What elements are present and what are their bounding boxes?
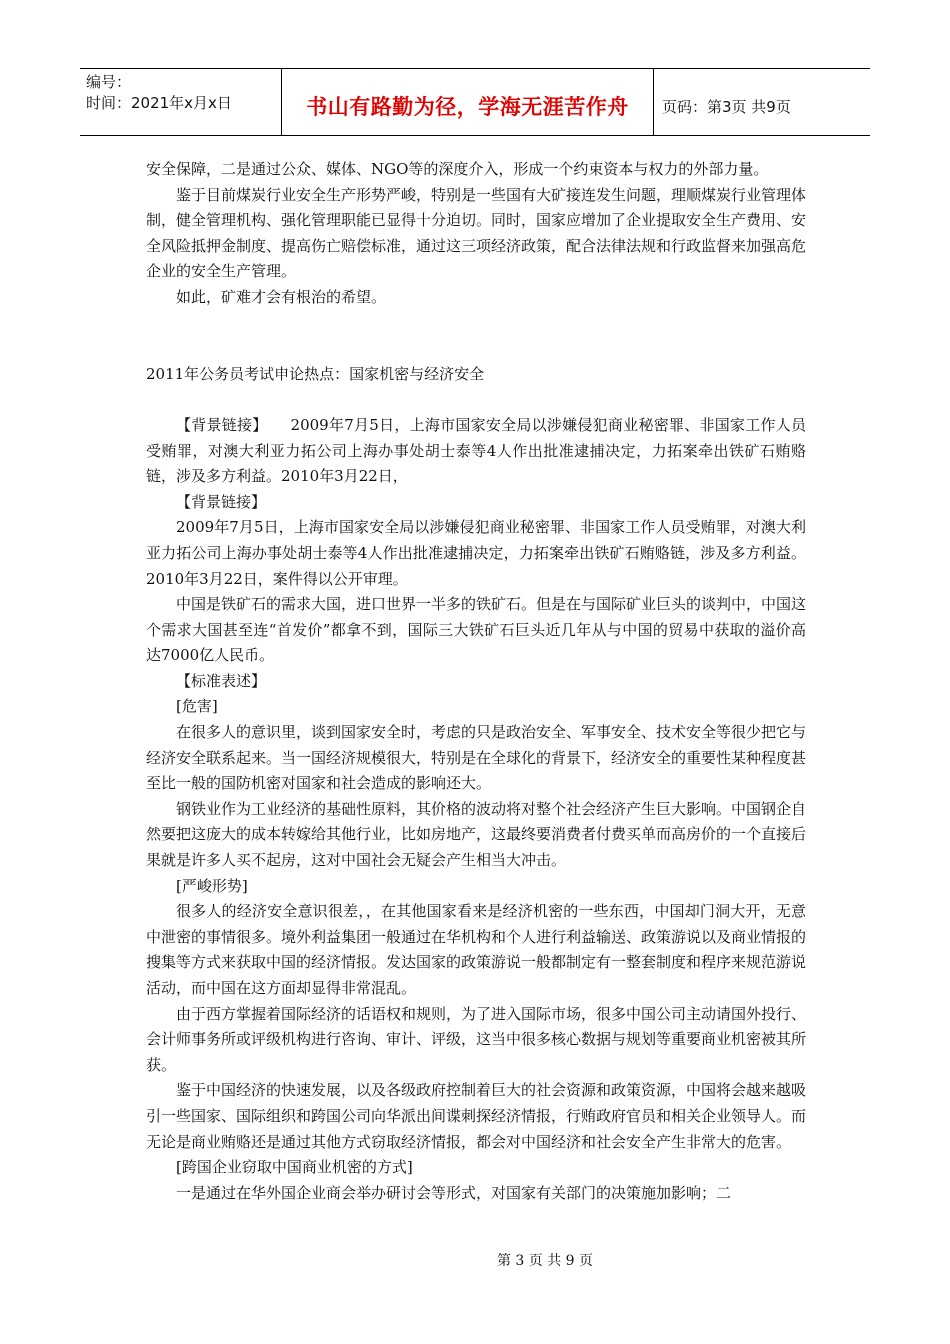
paragraph: 由于西方掌握着国际经济的话语权和规则，为了进入国际市场，很多中国公司主动请国外投行、会计师事务所或评级机构进行咨询、审计、评级，这当中很多核心数据与规划等重要商业机密被其所获。 [146,1004,807,1074]
paragraph: 如此，矿难才会有根治的希望。 [176,287,387,306]
document-date: 时间：2021年x月x日 [86,94,232,112]
paragraph: 鉴于目前煤炭行业安全生产形势严峻，特别是一些国有大矿接连发生问题，理顺煤炭行业管理体制，健全管理机构、强化管理职能已显得十分迫切。同时，国家应增加了企业提取安全生产费用、安全风险抵押金制度、提高伤亡赔偿标准，通过这三项经济政策，配合法律法规和行政监督来加强高危企业的安全生产管理。 [146,185,807,281]
subheading: [跨国企业窃取中国商业机密的方式] [176,1158,413,1177]
page-footer: 第 3 页 共 9 页 [496,1253,594,1269]
subheading: [危害] [176,697,218,716]
paragraph: 【背景链接】 2009年7月5日，上海市国家安全局以涉嫌侵犯商业秘密罪、非国家工作人员受贿罪，对澳大利亚力拓公司上海办事处胡士泰等4人作出批准逮捕决定，力拓案牵出铁矿石贿赂链，涉及多方利益。2010年3月22日， [146,415,806,486]
document-body [146,157,806,1206]
paragraph: 一是通过在华外国企业商会举办研讨会等形式，对国家有关部门的决策施加影响；二 [176,1183,732,1202]
header-motto: 书山有路勤为径，学海无涯苦作舟 [282,69,654,135]
page-header [80,68,870,136]
paragraph: 鉴于中国经济的快速发展，以及各级政府控制着巨大的社会资源和政策资源，中国将会越来越吸引一些国家、国际组织和跨国公司向华派出间谍刺探经济情报，行贿政府官员和相关企业领导人。而无论是商业贿赂还是通过其他方式窃取经济情报，都会对中国经济和社会安全产生非常大的危害。 [146,1081,807,1151]
header-page-number: 页码：第3页 共9页 [662,97,791,116]
subheading: 【标准表述】 [176,671,267,690]
paragraph: 在很多人的意识里，谈到国家安全时，考虑的只是政治安全、军事安全、技术安全等很少把它与经济安全联系起来。当一国经济规模很大，特别是在全球化的背景下，经济安全的重要性某种程度甚至比一般的国防机密对国家和社会造成的影响还大。 [146,723,807,793]
subheading: 【背景链接】 [176,492,267,511]
paragraph: 很多人的经济安全意识很差，，在其他国家看来是经济机密的一些东西，中国却门洞大开，无意中泄密的事情很多。境外利益集团一般通过在华机构和个人进行利益输送、政策游说以及商业情报的搜集等方式来获取中国的经济情报。发达国家的政策游说一般都制定有一整套制度和程序来规范游说活动，而中国在这方面却显得非常混乱。 [146,902,807,997]
paragraph: 中国是铁矿石的需求大国，进口世界一半多的铁矿石。但是在与国际矿业巨头的谈判中，中国这个需求大国甚至连“首发价”都拿不到，国际三大铁矿石巨头近几年从与中国的贸易中获取的溢价高达7000亿人民币。 [146,595,807,665]
header-meta [80,69,282,135]
paragraph: 钢铁业作为工业经济的基础性原料，其价格的波动将对整个社会经济产生巨大影响。中国钢企自然要把这庞大的成本转嫁给其他行业，比如房地产，这最终要消费者付费买单而高房价的一个直接后果就是许多人买不起房，这对中国社会无疑会产生相当大冲击。 [146,799,807,870]
document-number: 编号： [86,73,132,91]
paragraph: 2009年7月5日，上海市国家安全局以涉嫌侵犯商业秘密罪、非国家工作人员受贿罪，对澳大利亚力拓公司上海办事处胡士泰等4人作出批准逮捕决定，力拓案牵出铁矿石贿赂链，涉及多方利益。2010年3月22日，案件得以公开审理。 [146,518,806,588]
paragraph: 安全保障，二是通过公众、媒体、NGO等的深度介入，形成一个约束资本与权力的外部力量。 [146,160,769,178]
subheading: [严峻形势] [176,876,248,895]
section-title: 2011年公务员考试申论热点：国家机密与经济安全 [146,364,485,383]
